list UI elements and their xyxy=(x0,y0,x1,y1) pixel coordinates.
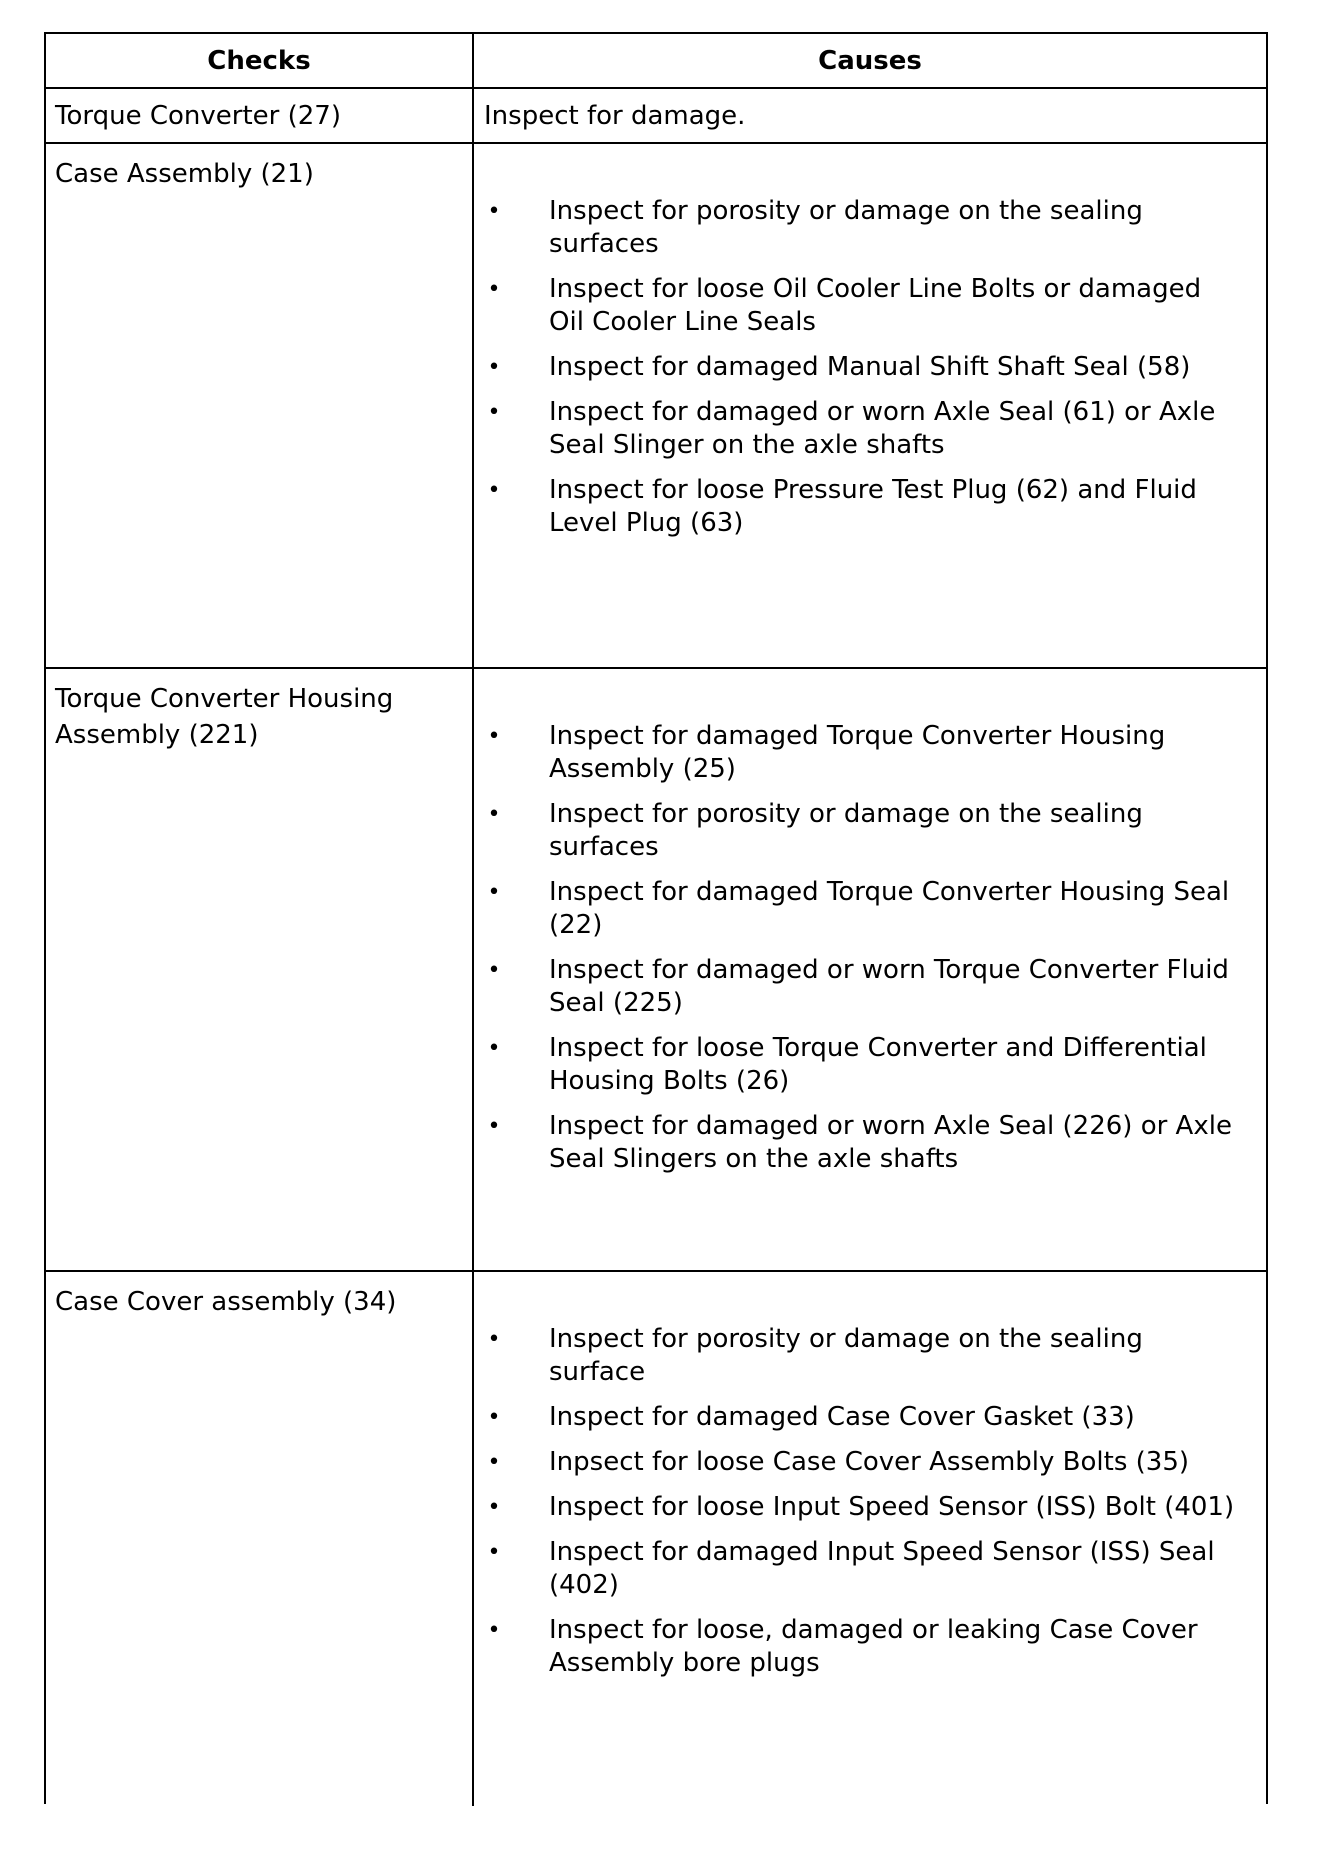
cause-text: Inspect for porosity or damage on the sealing surfaces xyxy=(549,799,1143,862)
header-checks: Checks xyxy=(207,45,311,76)
list-item xyxy=(484,876,1244,942)
list-item xyxy=(484,474,1244,540)
bullet-icon: • xyxy=(487,478,501,503)
cause-text: Inspect for damaged or worn Torque Converter Fluid Seal (225) xyxy=(549,955,1229,1018)
bullet-icon: • xyxy=(487,724,501,749)
bullet-icon: • xyxy=(487,1618,501,1643)
table-row xyxy=(46,669,1266,1272)
cause-list xyxy=(484,720,1244,1188)
cause-text: Inspect for loose Torque Converter and Differential Housing Bolts (26) xyxy=(549,1033,1207,1096)
check-cell: Torque Converter (27) xyxy=(55,101,341,131)
cause-text: Inspect for damaged Case Cover Gasket (33) xyxy=(549,1402,1135,1432)
list-item xyxy=(484,273,1244,339)
table-row xyxy=(46,144,1266,669)
list-item xyxy=(484,1614,1244,1680)
bullet-icon: • xyxy=(487,1036,501,1061)
cause-list xyxy=(484,195,1244,552)
cause-text: Inspect for loose Input Speed Sensor (ISS) Bolt (401) xyxy=(549,1492,1235,1522)
bullet-icon: • xyxy=(487,199,501,224)
column-divider xyxy=(472,144,474,667)
cause-text: Inspect for loose, damaged or leaking Case Cover Assembly bore plugs xyxy=(549,1615,1198,1678)
list-item xyxy=(484,195,1244,261)
bullet-icon: • xyxy=(487,277,501,302)
bullet-icon: • xyxy=(487,355,501,380)
list-item xyxy=(484,1323,1244,1389)
cause-text: Inspect for loose Oil Cooler Line Bolts or damaged Oil Cooler Line Seals xyxy=(549,274,1202,337)
table-row xyxy=(46,1272,1266,1806)
column-divider xyxy=(472,1272,474,1806)
header-causes: Causes xyxy=(818,45,922,76)
bullet-icon: • xyxy=(487,1450,501,1475)
list-item xyxy=(484,1401,1244,1434)
check-cell: Torque Converter Housing Assembly (221) xyxy=(55,684,394,750)
bullet-icon: • xyxy=(487,1540,501,1565)
bullet-icon: • xyxy=(487,400,501,425)
list-item xyxy=(484,1491,1244,1524)
cause-text: Inspect for porosity or damage on the sealing surfaces xyxy=(549,196,1143,259)
cause-text: Inspect for loose Pressure Test Plug (62) and Fluid Level Plug (63) xyxy=(549,475,1197,538)
cause-text: Inspect for damaged Torque Converter Housing Assembly (25) xyxy=(549,721,1166,784)
cause-text: Inspect for damaged Torque Converter Housing Seal (22) xyxy=(549,877,1230,940)
list-item xyxy=(484,1446,1244,1479)
table-row xyxy=(46,89,1266,144)
list-item xyxy=(484,720,1244,786)
list-item xyxy=(484,798,1244,864)
cause-text: Inspect for porosity or damage on the sealing surface xyxy=(549,1324,1143,1387)
cause-text: Inspect for damaged or worn Axle Seal (226) or Axle Seal Slingers on the axle shafts xyxy=(549,1111,1232,1174)
cause-text: Inpsect for loose Case Cover Assembly Bolts (35) xyxy=(549,1447,1190,1477)
check-cell: Case Cover assembly (34) xyxy=(55,1287,397,1317)
bullet-icon: • xyxy=(487,1495,501,1520)
cause-text: Inspect for damaged or worn Axle Seal (61) or Axle Seal Slinger on the axle shafts xyxy=(549,397,1216,460)
table-header-row xyxy=(46,34,1266,89)
list-item xyxy=(484,1110,1244,1176)
cause-text: Inspect for damaged Manual Shift Shaft Seal (58) xyxy=(549,352,1191,382)
list-item xyxy=(484,351,1244,384)
cause-text: Inspect for damaged Input Speed Sensor (ISS) Seal (402) xyxy=(549,1537,1215,1600)
column-divider xyxy=(472,669,474,1270)
column-divider xyxy=(472,89,474,142)
list-item xyxy=(484,954,1244,1020)
bullet-icon: • xyxy=(487,1405,501,1430)
bullet-icon: • xyxy=(487,1114,501,1139)
list-item xyxy=(484,1536,1244,1602)
bullet-icon: • xyxy=(487,1327,501,1352)
list-item xyxy=(484,396,1244,462)
cause-cell: Inspect for damage. xyxy=(484,101,746,131)
cause-list xyxy=(484,1323,1244,1692)
bullet-icon: • xyxy=(487,958,501,983)
check-cell: Case Assembly (21) xyxy=(55,159,314,189)
checks-causes-table xyxy=(44,32,1268,1804)
bullet-icon: • xyxy=(487,880,501,905)
list-item xyxy=(484,1032,1244,1098)
bullet-icon: • xyxy=(487,802,501,827)
